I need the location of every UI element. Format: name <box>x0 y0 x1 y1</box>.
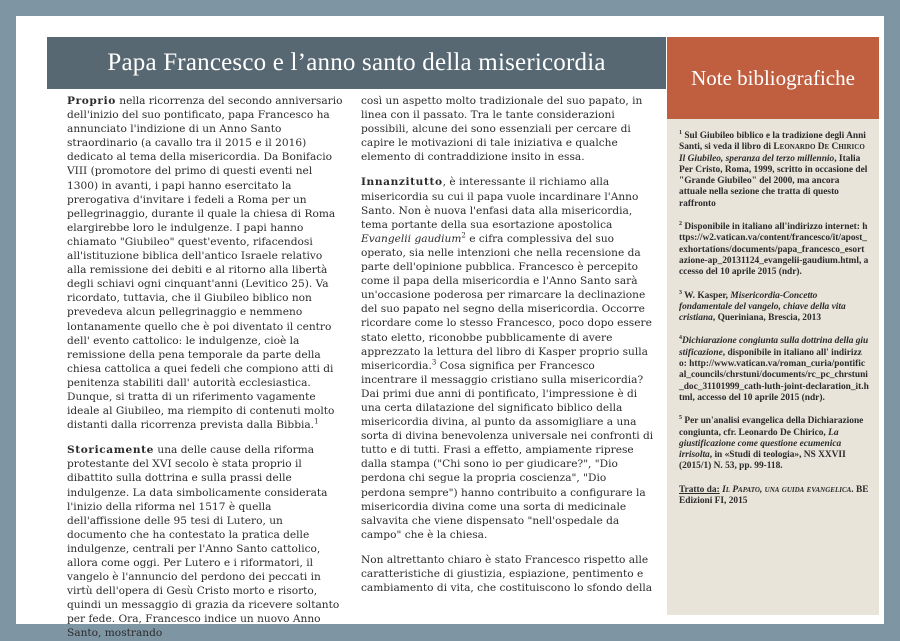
paragraph <box>361 175 654 541</box>
lead-word: Storicamente <box>67 444 155 457</box>
note-number: 4 <box>679 335 682 342</box>
note-item <box>679 336 869 404</box>
article-column-left <box>67 94 344 640</box>
note-item <box>679 291 869 325</box>
note-text: , Italia Per Cristo, Roma, 1999, scritto in occasione del "Grande Giubileo" del 2000, ma ancora attuale nella sezione che tratta di questo raffronto <box>679 153 868 209</box>
note-author: Leonardo De Chirico <box>773 142 865 153</box>
article-title <box>47 37 666 89</box>
footnote-ref: 1 <box>314 417 319 426</box>
paragraph: Non altrettanto chiaro è stato Francesco rispetto alle caratteristiche di giustizia, espiazione, pentimento e cambiamento di vita, che costituiscono lo sfondo della <box>361 553 653 595</box>
paragraph: così un aspetto molto tradizionale del suo papato, in linea con il passato. Tra le tante considerazioni possibili, alcune dei sono essenziali per cercare di capire le motivazioni di tale iniziativa e qualche elemento di contraddizione insito in essa. <box>361 95 643 164</box>
notes-list <box>679 131 869 507</box>
notes-title: Note bibliografiche <box>691 65 855 90</box>
source-label: Tratto da: <box>679 484 720 495</box>
note-number: 2 <box>679 220 682 227</box>
paragraph <box>67 443 344 640</box>
article-column-right <box>361 94 654 612</box>
note-title: La giustificazione come questione ecumenica irrisolta <box>679 427 842 461</box>
note-text: Per un'analisi evangelica della Dichiarazione congiunta, cfr. Leonardo De Chirico, <box>679 416 864 438</box>
note-text: , disponibile in italiano all' indirizzo: http://www.vatican.va/roman_curia/pontifical_councils/chrstuni/documents/rc_pc_chrstuni_doc_31101999_cath-luth-joint-declaration_it.html, accesso del 10 aprile 2015 (ndr). <box>679 347 869 403</box>
note-text: W. Kasper, <box>682 290 731 301</box>
note-item <box>679 131 869 210</box>
note-title: Il Giubileo, speranza del terzo millennio <box>679 153 835 164</box>
source-text: . BE Edizioni FI, 2015 <box>679 484 869 507</box>
paragraph-text: nella ricorrenza del secondo anniversario dell'inizio del suo pontificato, papa Francesco ha annunciato l'indizione di un Anno Santo straordinario (a cavallo tra il 2015 e il 2016) dedicato al tema della misericordia. Da Bonifacio VIII (promotore del primo di questi eventi nel 1300) in avanti, i papi hanno esercitato la prerogativa d'invitare i fedeli a Roma per un pellegrinaggio, durante il quale la chiesa di Roma elargirebbe loro le indulgenze. I papi hanno chiamato "Giubileo" quest'evento, rifacendosi all'istituzione biblica dell'antico Israele relativo alla remissione dei debiti e al ritorno alla libertà degli schiavi ogni cinquant'anni (Levitico 25). Va ricordato, tuttavia, che il Giubileo biblico non prevedeva alcun pellegrinaggio e nemmeno lontanamente quello che è poi diventato il centro dell' evento cattolico: le indulgenze, cioè la remissione della pena temporale da parte della chiesa cattolica a quei fedeli che compiono atti di penitenza stabiliti dall' autorità ecclesiastica. Dunque, si tratta di un riferimento vagamente ideale al Giubileo, ma riempito di contenuti molto distanti dalla ricorrenza prevista dalla Bibbia. <box>67 95 343 432</box>
source-credit <box>679 485 869 508</box>
note-number: 5 <box>679 415 682 422</box>
note-number: 3 <box>679 289 682 296</box>
footnote-ref: 3 <box>431 358 437 367</box>
lead-word: Innanzitutto <box>361 176 443 189</box>
page <box>16 16 884 640</box>
paragraph <box>67 94 344 432</box>
note-title: Dichiarazione congiunta sulla dottrina della giustificazione <box>679 336 869 358</box>
note-text: Sul Giubileo biblico e la tradizione degli Anni Santi, si veda il libro di <box>679 131 866 153</box>
book-title: Evangelii gaudium <box>361 232 462 245</box>
note-item <box>679 222 869 278</box>
notes-header <box>667 37 879 119</box>
article-title-text: Papa Francesco e l’anno santo della misericordia <box>107 49 606 76</box>
note-text: , in «Studi di teologia», NS XXVII (2015/1) N. 53, pp. 99-118. <box>679 450 846 472</box>
footnote-ref: 2 <box>461 231 466 240</box>
note-text: , Queriniana, Brescia, 2013 <box>712 313 822 324</box>
paragraph-text: Cosa significa per Francesco incentrare il messaggio cristiano sulla misericordia? Dai primi due anni di pontificato, l'impressione è di una certa dilatazione del significato biblico della misericordia divina, al punto da assomigliare a una sorta di divina benevolenza universale nei confronti di tutto e di tutti. Frasi a effetto, ampiamente riprese dalla stampa ("Chi sono io per giudicare?", "Dio perdona chi segue la propria coscienza", "Dio perdona sempre") hanno contribuito a configurare la misericordia divina come una sorta di medicinale salvavita che viene dispensato "nell'ospedale da campo" che è la chiesa. <box>361 359 654 541</box>
paragraph-text: , è interessante il richiamo alla misericordia su cui il papa vuole incardinare l'Anno Santo. Non è nuova l'enfasi data alla misericordia, tema portante della sua esortazione apostolica <box>361 176 639 231</box>
note-item <box>679 416 869 472</box>
note-title: Misericordia-Concetto fondamentale del vangelo, chiave della vita cristiana <box>679 290 846 324</box>
source-title: Il Papato, una guida evangelica <box>719 484 852 495</box>
lead-word: Proprio <box>67 95 116 107</box>
paragraph-text: una delle cause della riforma protestante del XVI secolo è stata proprio il dibattito sulla dottrina e sulla prassi delle indulgenze. La data simbolicamente considerata l'inizio della riforma nel 1517 è quella dell'affissione delle 95 tesi di Lutero, un documento che ha contestato la pratica delle indulgenze, centrali per l'Anno Santo cattolico, allora come oggi. Per Lutero e i riformatori, il vangelo è l'annuncio del perdono dei peccati in virtù dell'opera di Gesù Cristo morto e risorto, quindi un messaggio di grazia da ricevere soltanto per fede. Ora, Francesco indice un nuovo Anno Santo, mostrando <box>67 444 340 640</box>
note-number: 1 <box>679 129 682 136</box>
notes-sidebar <box>667 37 879 615</box>
note-text: Disponibile in italiano all'indirizzo internet: https://w2.vatican.va/content/francesco/it/apost_exhortations/documents/papa_francesco_esortazione-ap_20131124_evangelii-gaudium.html, accesso del 10 aprile 2015 (ndr). <box>679 222 869 278</box>
paragraph-text: e cifra complessiva del suo operato, sia nelle intenzioni che nella recensione da parte dell'opinione pubblica. Francesco è percepito come il papa della misericordia e l'Anno Santo sarà un'occasione poderosa per rimarcare la declinazione del suo papato nel segno della misericordia. Occorre ricordare come lo stesso Francesco, poco dopo essere stato eletto, riconobbe pubblicamente di avere apprezzato la lettura del libro di Kasper proprio sulla misericordia. <box>361 232 652 372</box>
